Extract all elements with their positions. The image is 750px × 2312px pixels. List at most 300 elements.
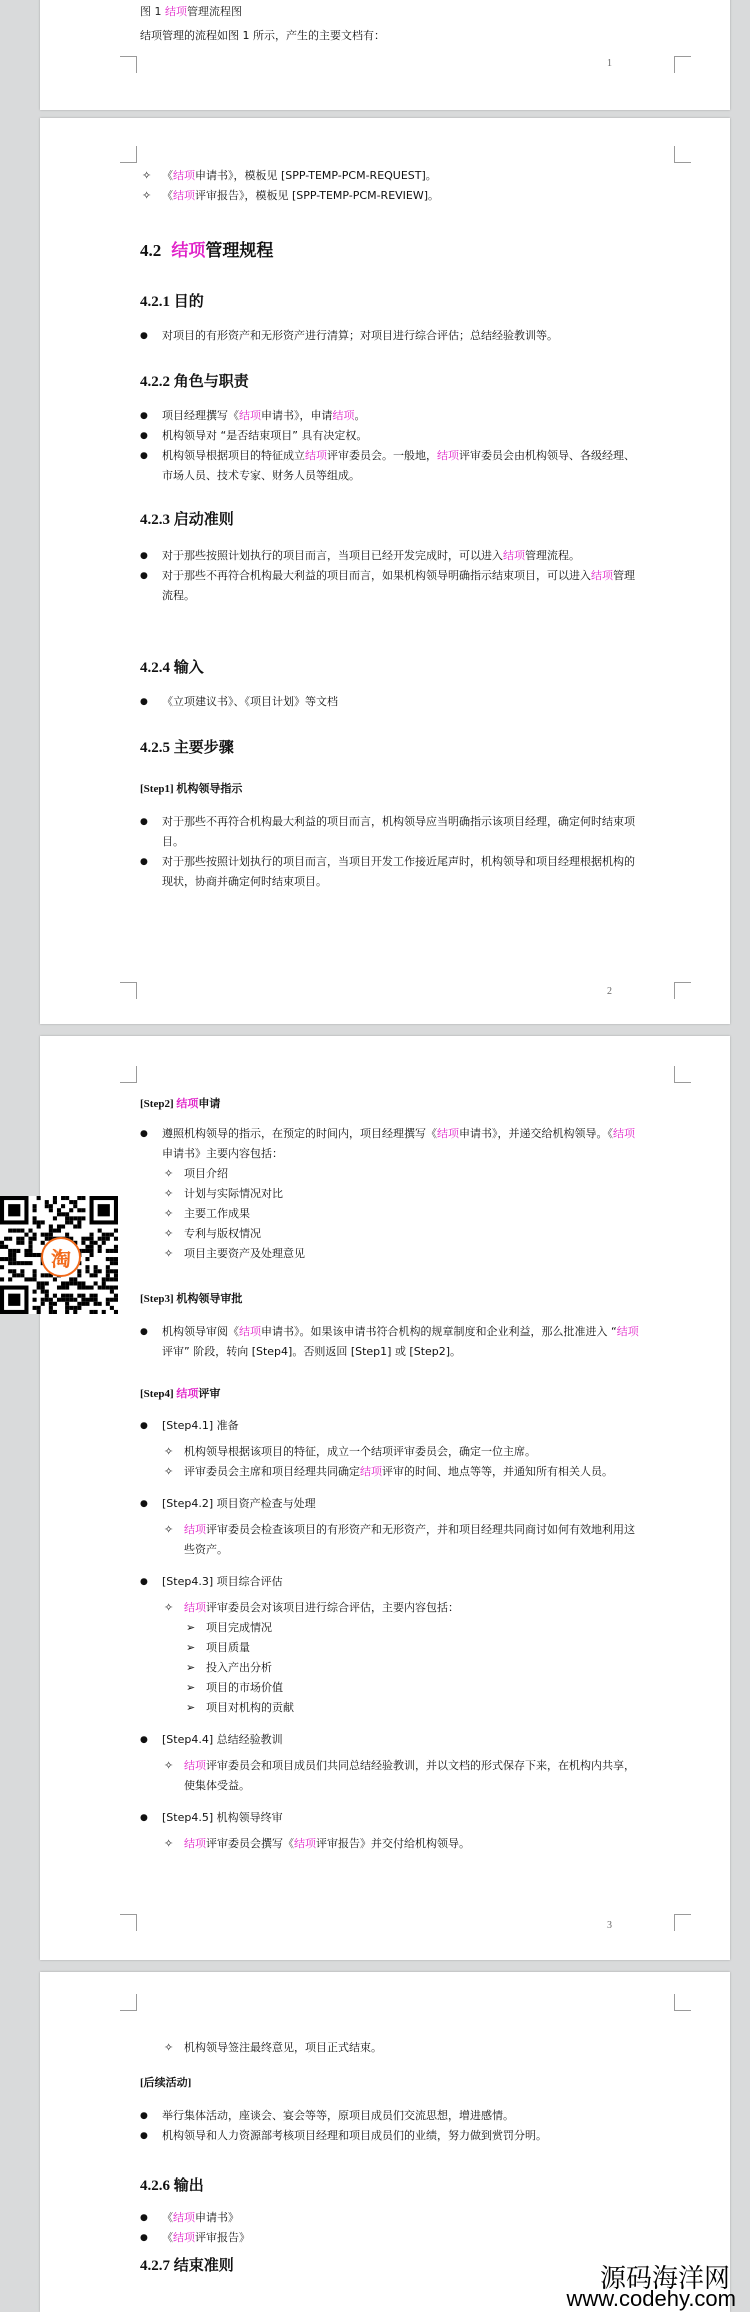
qr-module [4,1257,8,1261]
qr-module [12,1229,16,1233]
qr-module [20,1237,24,1241]
qr-module [81,1294,85,1298]
step4-heading: [Step4] 结项评审 [140,1388,221,1400]
qr-module [114,1229,118,1233]
qr-module [16,1229,20,1233]
qr-module [106,1286,110,1290]
qr-module [20,1261,24,1265]
qr-module [8,1204,20,1216]
qr-module [12,1261,16,1265]
qr-module [49,1298,53,1302]
qr-module [106,1257,110,1261]
step1-list [140,812,640,892]
qr-module [33,1277,37,1281]
text-run: 评审” 阶段，转向 [Step4]。否则返回 [Step1] 或 [Step2]。 [162,1345,462,1358]
qr-module [12,1273,16,1277]
text-run: 机构领导根据项目的特征成立 [162,449,305,462]
qr-module [57,1298,61,1302]
qr-module [57,1208,61,1212]
text-run: 结项 [239,409,261,422]
qr-module [33,1298,37,1302]
qr-module [24,1261,28,1265]
list-item: ✧ 计划与实际情况对比 [162,1184,640,1204]
qr-module [110,1290,114,1294]
qr-badge-text: 淘 [51,1246,71,1271]
qr-module [65,1220,69,1224]
list-item: ● 《立项建议书》、《项目计划》等文档 [140,692,640,712]
qr-module [77,1220,81,1224]
qr-module [28,1229,32,1233]
qr-module [110,1286,114,1290]
qr-module [61,1196,65,1200]
qr-module [114,1245,118,1249]
substep-4-3: ● [Step4.3] 项目综合评估 [140,1572,640,1592]
qr-module [20,1241,24,1245]
qr-module [81,1237,85,1241]
qr-module [53,1310,57,1314]
text-run: 《 [162,169,173,182]
qr-module [28,1277,32,1281]
qr-module [69,1277,73,1281]
qr-module [77,1269,81,1273]
qr-module [114,1310,118,1314]
qr-module [8,1277,12,1281]
text-run: 结项 [184,1759,206,1772]
qr-module [61,1281,65,1285]
qr-module [33,1208,37,1212]
intro-paragraph: 结项管理的流程如图 1 所示，产生的主要文档有： [140,29,385,42]
qr-module [110,1298,114,1302]
qr-module [53,1196,57,1200]
qr-module [73,1204,77,1208]
qr-module [41,1273,45,1277]
list-item: ✧ 主要工作成果 [162,1204,640,1224]
qr-module [65,1216,69,1220]
qr-module [114,1286,118,1290]
qr-module [8,1261,12,1265]
qr-module [110,1233,114,1237]
page-1 [40,0,730,110]
step1-heading: [Step1] 机构领导指示 [140,783,243,795]
qr-module [61,1294,65,1298]
list-item [140,546,640,566]
qr-module [69,1220,73,1224]
qr-module [37,1196,41,1200]
section-4-2-2-heading: 4.2.2 角色与职责 [140,374,249,390]
qr-module [114,1277,118,1281]
outputs-list [140,2208,640,2248]
qr-module [98,1237,102,1241]
qr-module [102,1233,106,1237]
qr-module [8,1253,12,1257]
qr-module [81,1281,85,1285]
qr-module [0,1277,4,1281]
qr-module [65,1310,69,1314]
list-item [140,1124,640,1164]
text-run: 结项 [503,549,525,562]
text-run: 结项 [173,189,195,202]
text-run: 结项 [294,1837,316,1850]
qr-module [114,1269,118,1273]
qr-module [102,1281,106,1285]
qr-module [33,1306,37,1310]
text-run: 评审报告》，模板见 [SPP-TEMP-PCM-REVIEW]。 [195,189,440,202]
qr-module [41,1290,45,1294]
text-run: 评审委员会撰写《 [206,1837,294,1850]
qr-module [0,1245,4,1249]
qr-module [12,1257,16,1261]
step3-list [140,1322,640,1362]
qr-module [49,1310,53,1314]
qr-module [106,1265,110,1269]
qr-module [73,1310,77,1314]
qr-module [106,1302,110,1306]
qr-module [24,1277,28,1281]
qr-module [81,1216,85,1220]
text-run: 申请书》主要内容包括： [162,1147,283,1160]
margin-mark [120,1066,137,1083]
list-item [140,186,640,206]
substep-4-4: ● [Step4.4] 总结经验教训 [140,1730,640,1750]
text-run: 评审报告》 [195,2231,250,2244]
substep-4-5: ● [Step4.5] 机构领导终审 [140,1808,640,1828]
qr-module [8,1294,20,1306]
section-4-2-6-heading: 4.2.6 输出 [140,2178,204,2194]
text-run: 结项 [332,409,355,422]
criteria-list [140,546,640,606]
qr-module [114,1249,118,1253]
qr-module [98,1286,102,1290]
qr-module [102,1237,106,1241]
text-run: 评审委员会主席和项目经理共同确定 [184,1465,360,1478]
list-item: ✧ 机构领导签注最终意见，项目正式结束。 [162,2038,640,2058]
qr-module [77,1302,81,1306]
margin-mark [674,56,691,73]
qr-module [20,1269,24,1273]
qr-module [12,1269,16,1273]
qr-module [37,1281,41,1285]
qr-module [33,1290,37,1294]
qr-module [69,1200,73,1204]
qr-module [81,1302,85,1306]
margin-mark [674,1914,691,1931]
qr-module [110,1306,114,1310]
qr-module [110,1277,114,1281]
qr-module [61,1204,65,1208]
section-4-2-5-heading: 4.2.5 主要步骤 [140,740,234,756]
step2-list [140,1124,640,1264]
qr-module [57,1212,61,1216]
qr-module [37,1224,41,1228]
qr-module [102,1241,106,1245]
qr-module [20,1273,24,1277]
qr-module [77,1196,81,1200]
qr-module [110,1249,114,1253]
list-item [140,166,640,186]
text-run: 结项 [184,1523,206,1536]
qr-module [8,1249,12,1253]
text-run: 申请书》，模板见 [SPP-TEMP-PCM-REQUEST]。 [195,169,437,182]
qr-module [16,1249,20,1253]
list-item [140,2208,640,2228]
qr-module [69,1281,73,1285]
qr-module [65,1294,69,1298]
qr-module [0,1257,4,1261]
section-4-2-4-heading: 4.2.4 输入 [140,660,204,676]
qr-module [90,1294,94,1298]
qr-module [73,1281,77,1285]
qr-module [33,1216,37,1220]
qr-module [57,1229,61,1233]
qr-module [94,1281,98,1285]
qr-module [102,1310,106,1314]
after-activities-heading: [后续活动] [140,2077,192,2089]
text-run: 申请书》，申请 [261,409,333,422]
qr-module [12,1253,16,1257]
qr-badge-icon [41,1237,81,1277]
final-approval [140,2038,640,2058]
qr-module [41,1298,45,1302]
list-item: ➢ 投入产出分析 [184,1658,640,1678]
margin-mark [120,982,137,999]
qr-module [77,1306,81,1310]
text-run: 结项 [616,1325,639,1338]
qr-module [65,1233,69,1237]
qr-module [16,1273,20,1277]
qr-module [85,1237,89,1241]
site-watermark-url: www.codehy.com [566,2286,736,2311]
qr-module [77,1216,81,1220]
qr-module [94,1241,98,1245]
qr-module [37,1306,41,1310]
text-run: 对于那些按照计划执行的项目而言，当项目已经开发完成时，可以进入 [162,549,503,562]
qr-module [77,1294,81,1298]
qr-module [81,1298,85,1302]
text-run: 评审报告》并交付给机构领导。 [316,1837,470,1850]
qr-module [85,1257,89,1261]
qr-module [24,1233,28,1237]
text-run: 评审委员会由机构领导、各级经理、市场人员、技术专家、财务人员等组成。 [162,449,635,482]
substep-4-1: ● [Step4.1] 准备 [140,1416,640,1436]
qr-module [61,1224,65,1228]
qr-module [90,1237,94,1241]
qr-module [28,1245,32,1249]
qr-module [33,1253,37,1257]
qr-module [45,1233,49,1237]
qr-module [90,1241,94,1245]
list-item: ✧ 项目介绍 [162,1164,640,1184]
text-run: 结项 [437,1127,459,1140]
text-run: 结项 [173,169,195,182]
qr-module [94,1265,98,1269]
text-run: 结项 [591,569,613,582]
qr-module [45,1273,49,1277]
qr-module [37,1286,41,1290]
qr-module [61,1212,65,1216]
qr-module [94,1269,98,1273]
page-number: 2 [607,986,612,997]
qr-module [28,1237,32,1241]
qr-module [45,1290,49,1294]
qr-module [73,1298,77,1302]
list-item: ● 对项目的有形资产和无形资产进行清算；对项目进行综合评估；总结经验教训等。 [140,326,640,346]
text-run: 《 [162,2231,173,2244]
qr-module [106,1298,110,1302]
text-run: 申请书》，并递交给机构领导。《 [459,1127,613,1140]
qr-module [85,1298,89,1302]
qr-module [65,1302,69,1306]
page-number: 3 [607,1920,612,1931]
qr-module [49,1229,53,1233]
step2-heading: [Step2] 结项申请 [140,1098,221,1110]
qr-module [41,1302,45,1306]
qr-module [69,1216,73,1220]
qr-module [33,1220,37,1224]
qr-module [114,1237,118,1241]
qr-module [16,1241,20,1245]
qr-module [8,1269,12,1273]
list-item [140,446,640,486]
qr-module [16,1261,20,1265]
margin-mark [674,982,691,999]
qr-module [110,1257,114,1261]
qr-module [85,1265,89,1269]
qr-module [53,1229,57,1233]
qr-module [85,1269,89,1273]
list-item: ➢ 项目完成情况 [184,1618,640,1638]
qr-module [110,1269,114,1273]
qr-module [45,1200,49,1204]
qr-module [12,1249,16,1253]
purpose-list [140,326,640,346]
qr-module [114,1261,118,1265]
qr-module [114,1298,118,1302]
qr-module [45,1204,49,1208]
text-run: 申请书》 [195,2211,239,2224]
qr-module [90,1253,94,1257]
list-item [162,1756,640,1796]
text-run: 《 [162,189,173,202]
text-run: 评审的时间、地点等等，并通知所有相关人员。 [382,1465,613,1478]
qr-module [73,1216,77,1220]
qr-module [49,1306,53,1310]
qr-module [98,1229,102,1233]
list-item: ✧ 专利与版权情况 [162,1224,640,1244]
qr-module [90,1245,94,1249]
qr-module [28,1241,32,1245]
qr-module [85,1302,89,1306]
qr-module [65,1286,69,1290]
text-run: 评审委员会对该项目进行综合评估，主要内容包括： [206,1601,459,1614]
qr-module [110,1261,114,1265]
qr-module [90,1310,94,1314]
qr-module [8,1229,12,1233]
qr-module [94,1294,98,1298]
qr-module [77,1208,81,1212]
qr-module [41,1220,45,1224]
qr-module [28,1249,32,1253]
margin-mark [120,146,137,163]
qr-module [33,1269,37,1273]
qr-module [85,1286,89,1290]
list-item [162,1598,640,1618]
list-item [162,1462,640,1482]
qr-module [81,1196,85,1200]
qr-module [102,1277,106,1281]
qr-module [90,1273,94,1277]
step3-heading: [Step3] 机构领导审批 [140,1293,243,1305]
qr-module [77,1224,81,1228]
qr-module [33,1273,37,1277]
qr-module [77,1281,81,1285]
qr-module [77,1286,81,1290]
qr-module [0,1265,4,1269]
page-3 [40,1036,730,1960]
qr-module [81,1241,85,1245]
qr-module [94,1302,98,1306]
list-item: ● 对于那些不再符合机构最大利益的项目而言，机构领导应当明确指示该项目经理，确定何时结束项目。 [140,812,640,852]
inputs-list [140,692,640,712]
qr-module [73,1277,77,1281]
qr-module [81,1249,85,1253]
qr-module [37,1220,41,1224]
qr-module [16,1237,20,1241]
qr-module [106,1273,110,1277]
qr-module [45,1298,49,1302]
figure-caption: 图 1 结项管理流程图 [140,5,242,18]
qr-module [4,1245,8,1249]
qr-module [90,1249,94,1253]
roles-list [140,406,640,486]
qr-module [98,1249,102,1253]
qr-module [4,1237,8,1241]
text-run: 结项 [184,1601,206,1614]
list-item: ➢ 项目对机构的贡献 [184,1698,640,1718]
qr-module [49,1302,53,1306]
section-4-2-7-heading: 4.2.7 结束准则 [140,2258,234,2274]
list-item [140,406,640,426]
qr-module [49,1233,53,1237]
qr-module [106,1269,110,1273]
qr-module [102,1286,106,1290]
text-run: 机构领导对 “是否结束项目” 具有决定权。 [162,429,368,442]
text-run: 机构领导审阅《 [162,1325,239,1338]
qr-module [94,1273,98,1277]
qr-module [65,1212,69,1216]
list-item [140,2228,640,2248]
qr-module [45,1294,49,1298]
text-run: 对于那些不再符合机构最大利益的项目而言，如果机构领导明确指示结束项目，可以进入 [162,569,591,582]
qr-module [73,1306,77,1310]
qr-module [90,1298,94,1302]
qr-module [20,1229,24,1233]
list-item [162,1520,640,1560]
text-run: 结项 [360,1465,382,1478]
qr-module [90,1233,94,1237]
list-item: ● 举行集体活动，座谈会、宴会等等，原项目成员们交流思想，增进感情。 [140,2106,640,2126]
list-item [140,426,640,446]
qr-module [41,1233,45,1237]
qr-module [33,1237,37,1241]
section-4-2-3-heading: 4.2.3 启动准则 [140,512,234,528]
text-run: 项目经理撰写《 [162,409,239,422]
qr-module [28,1261,32,1265]
qr-module [114,1294,118,1298]
qr-module [65,1306,69,1310]
qr-module [53,1216,57,1220]
qr-module [69,1208,73,1212]
qr-module [106,1233,110,1237]
